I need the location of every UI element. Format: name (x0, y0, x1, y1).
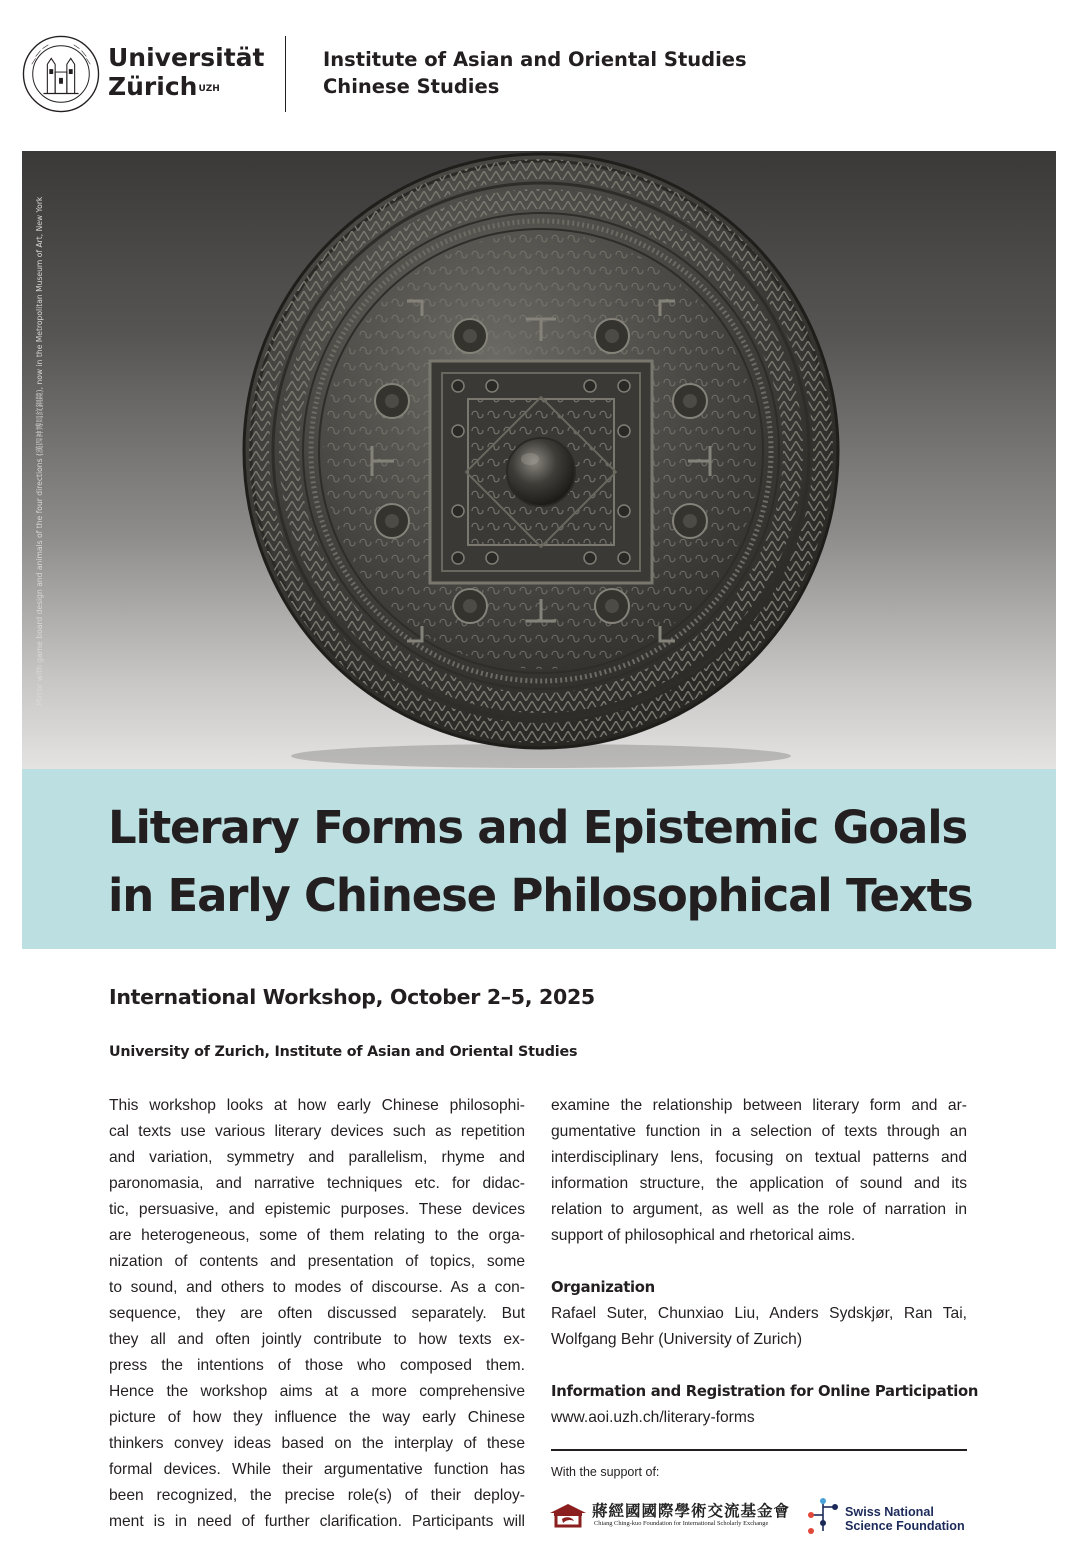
snf-network-icon (808, 1495, 838, 1535)
description-line: nization of contents and presentation of topics, some (109, 1253, 525, 1270)
description-line: thinkers convey ideas based on the interplay of these (109, 1435, 525, 1452)
description-line: sequence, they are often discussed separately. But (109, 1305, 525, 1322)
description-right-column (551, 1093, 979, 1431)
poster-title-line1: Literary Forms and Epistemic Goals (108, 801, 968, 854)
description-line: picture of how they influence the way early Chinese (109, 1409, 525, 1426)
description-line: tic, persuasive, and epistemic purposes. These devices (109, 1201, 525, 1218)
description-line: they all and often jointly contribute to how texts ex- (109, 1331, 525, 1348)
description-line: This workshop looks at how early Chinese philosophi- (109, 1097, 525, 1114)
organizers-line: Wolfgang Behr (University of Zurich) (551, 1331, 803, 1348)
university-name-line1: Universität (108, 43, 265, 72)
event-venue: University of Zurich, Institute of Asian and Oriental Studies (109, 1044, 578, 1060)
description-line: information structure, the application of sound and its (551, 1175, 967, 1192)
snf-name-line1: Swiss National (845, 1505, 934, 1519)
university-name (108, 43, 264, 101)
support-label: With the support of: (551, 1465, 660, 1479)
description-line: press the intentions of those who composed them. (109, 1357, 525, 1374)
event-subtitle: International Workshop, October 2–5, 2025 (109, 985, 595, 1009)
university-abbreviation: UZH (198, 84, 220, 94)
cck-foundation-english-name: Chiang Ching-kuo Foundation for International Scholarly Exchange (594, 1520, 769, 1527)
description-line: cal texts use various literary devices such as repetition (109, 1123, 525, 1140)
organization-heading: Organization (551, 1279, 655, 1296)
poster-title (108, 794, 1038, 930)
university-seal-logo (22, 35, 100, 113)
description-line: Hence the workshop aims at a more comprehensive (109, 1383, 525, 1400)
institute-name-line2: Chinese Studies (323, 75, 500, 98)
bronze-mirror-photo (22, 151, 1056, 769)
institute-name-line1: Institute of Asian and Oriental Studies (323, 48, 747, 71)
description-line: support of philosophical and rhetorical aims. (551, 1227, 856, 1244)
description-line: been recognized, the precise role(s) of their deploy- (109, 1487, 525, 1504)
university-name-line2: Zürich (108, 72, 198, 101)
description-line: and variation, symmetry and parallelism, rhyme and (109, 1149, 525, 1166)
snf-logo (808, 1493, 978, 1537)
snf-name (845, 1505, 965, 1533)
description-line: ment is in need of further clarification. Participants will (109, 1513, 525, 1530)
description-line: are heterogeneous, some of them relating to the orga- (109, 1227, 525, 1244)
cck-foundation-emblem-icon (548, 1502, 588, 1528)
poster-title-line2: in Early Chinese Philosophical Texts (108, 869, 973, 922)
photo-caption: Mirror with game board design and animals of the four directions (漢四神博局紋銅鏡), now in the Metropolitan Museum of Art, New York (35, 196, 44, 706)
registration-link[interactable]: www.aoi.uzh.ch/literary-forms (551, 1409, 755, 1426)
description-line: interdisciplinary lens, focusing on textual patterns and (551, 1149, 967, 1166)
description-line: examine the relationship between literary form and ar- (551, 1097, 967, 1114)
organizers-line: Rafael Suter, Chunxiao Liu, Anders Sydskjør, Ran Tai, (551, 1305, 967, 1322)
institute-name (323, 46, 747, 100)
description-line: gumentative function in a selection of texts through an (551, 1123, 967, 1140)
description-left-column (109, 1093, 525, 1535)
description-line: formal devices. While their argumentative function has (109, 1461, 525, 1478)
header-divider (285, 36, 286, 112)
cck-foundation-chinese-name: 蔣經國國際學術交流基金會 (592, 1501, 791, 1520)
description-line: relation to argument, as well as the role of narration in (551, 1201, 967, 1218)
snf-name-line2: Science Foundation (845, 1519, 965, 1533)
description-line: to sound, and others to modes of discourse. As a con- (109, 1279, 525, 1296)
cck-foundation-logo (548, 1501, 793, 1531)
support-divider (551, 1449, 967, 1451)
registration-heading: Information and Registration for Online Participation (551, 1383, 979, 1400)
description-line: paronomasia, and narrative techniques etc. for didac- (109, 1175, 525, 1192)
